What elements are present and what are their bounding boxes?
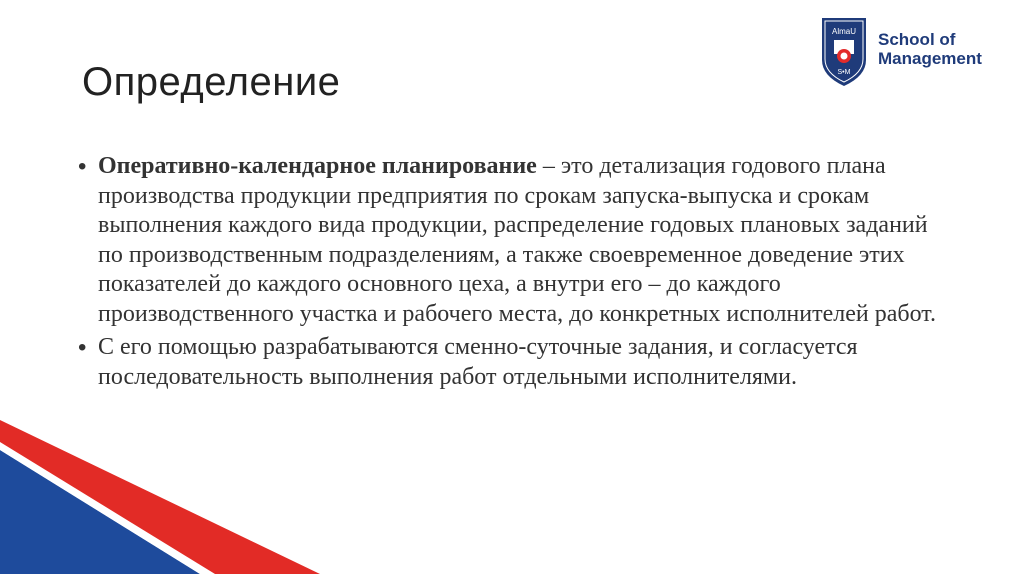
bullet-marker: • <box>78 153 87 180</box>
bullet-item-purpose <box>78 333 958 392</box>
shield-bottom-text: S•M <box>837 69 851 76</box>
defined-term: Оперативно-календарное планирование <box>98 153 537 179</box>
logo-line-2: Management <box>878 49 982 68</box>
slide-title: Определение <box>82 60 341 104</box>
logo-wordmark <box>878 30 982 68</box>
definition-text: – это детализация годового плана производства продукции предприятия по срокам запуска-выпуска и срокам выполнения каждого вида продукции, распределение годовых плановых заданий по производственным подразделениям, а также своевременное доведение этих показателей до каждого основного цеха, а внутри его – до каждого производственного участка и рабочего места, до конкретных исполнителей работ. <box>98 153 936 327</box>
shield-top-text: AlmaU <box>831 27 857 36</box>
bullet-item-definition <box>78 152 958 329</box>
school-logo <box>820 16 1010 88</box>
shield-icon <box>820 16 868 88</box>
logo-line-1: School of <box>878 30 956 49</box>
corner-stripes-decoration <box>0 420 320 574</box>
purpose-text: С его помощью разрабатываются сменно-суточные задания, и согласуется последовательность выполнения работ отдельными исполнителями. <box>98 334 858 390</box>
bullet-list <box>78 152 958 396</box>
bullet-marker: • <box>78 334 87 361</box>
